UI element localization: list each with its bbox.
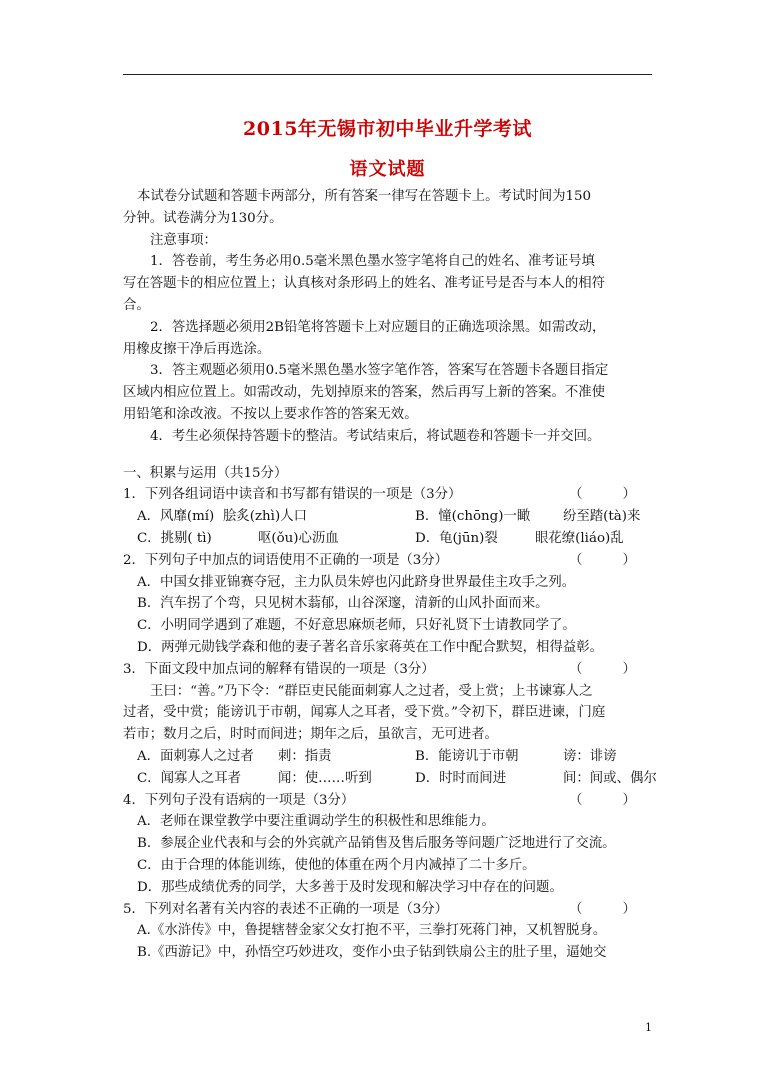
page-number: 1	[645, 1021, 652, 1034]
question-text: 2．下列句子中加点的词语使用不正确的一项是（3分）	[123, 552, 449, 568]
question-3-stem	[123, 659, 655, 681]
notice-1-line: 1．答卷前，考生务必用0.5毫米黑色墨水签字笔将自己的姓名、准考证号填	[150, 254, 595, 270]
option-c-gloss: 闻：使……听到	[278, 770, 372, 786]
question-5-stem	[123, 899, 655, 921]
notice-4-line: 4．考生必须保持答题卡的整洁。考试结束后，将试题卷和答题卡一并交回。	[150, 428, 601, 444]
option-c-word: 呕(ǒu)心沥血	[258, 530, 339, 546]
answer-blank: （ ）	[569, 661, 636, 677]
exam-subtitle: 语文试题	[349, 159, 426, 180]
question-1-stem	[123, 484, 655, 506]
question-1-options-row	[123, 528, 655, 550]
option-b-word: 纷至踏(tà)来	[563, 509, 641, 525]
notice-1-line: 合。	[123, 297, 150, 313]
passage-line: 王曰：“善。”乃下令：“群臣吏民能面刺寡人之过者，受上赏；上书谏寡人之	[150, 683, 593, 699]
option-b: B．能谤讥于市朝	[415, 748, 519, 764]
notice-3-line: 区域内相应位置上。如需改动，先划掉原来的答案，然后再写上新的答案。不准使	[123, 385, 606, 401]
document-body	[123, 186, 655, 964]
option-c: C．闻寡人之耳者	[137, 770, 241, 786]
option-a: A．中国女排亚锦赛夺冠，主力队员朱婷也闪此跻身世界最佳主攻手之列。	[137, 574, 576, 590]
notice-1-line: 写在答题卡的相应位置上；认真核对条形码上的姓名、准考证号是否与本人的相符	[123, 276, 606, 292]
option-a: A．老师在课堂教学中要注重调动学生的积极性和思维能力。	[137, 814, 495, 830]
option-b-gloss: 谤：诽谤	[563, 748, 617, 764]
question-2-stem	[123, 550, 655, 572]
intro-line: 分钟。试卷满分为130分。	[123, 210, 283, 226]
answer-blank: （ ）	[569, 901, 636, 917]
option-a: A．风靡(mí)	[137, 509, 215, 525]
exam-title: 2015年无锡市初中毕业升学考试	[243, 118, 532, 140]
question-text: 5．下列对名著有关内容的表述不正确的一项是（3分）	[123, 901, 449, 917]
option-d-word: 眼花缭(liáo)乱	[535, 530, 624, 546]
notice-heading: 注意事项：	[150, 232, 217, 248]
option-d: D．那些成绩优秀的同学，大多善于及时发现和解决学习中存在的问题。	[137, 879, 563, 895]
answer-blank: （ ）	[569, 792, 636, 808]
option-c: C．挑剔( tì)	[137, 530, 212, 546]
notice-2-line: 用橡皮擦干净后再选涂。	[123, 341, 271, 357]
passage-line: 过者，受中赏；能谤讥于市朝，闻寡人之耳者，受下赏。”令初下，群臣进谏，门庭	[123, 705, 606, 721]
section-heading: 一、积累与运用（共15分）	[123, 465, 288, 481]
answer-blank: （ ）	[569, 552, 636, 568]
notice-2-line: 2．答选择题必须用2B铅笔将答题卡上对应题目的正确选项涂黑。如需改动，	[150, 319, 606, 335]
option-c: C．由于合理的体能训练，使他的体重在两个月内减掉了二十多斤。	[137, 857, 536, 873]
option-b: B.《西游记》中，孙悟空巧妙进攻，变作小虫子钻到铁扇公主的肚子里，逼她交	[137, 945, 607, 961]
question-3-options-row	[123, 746, 655, 768]
option-b: B．参展企业代表和与会的外宾就产品销售及售后服务等问题广泛地进行了交流。	[137, 836, 616, 852]
intro-line: 本试卷分试题和答题卡两部分，所有答案一律写在答题卡上。考试时间为150	[137, 189, 592, 204]
question-text: 1．下列各组词语中读音和书写都有错误的一项是（3分）	[123, 487, 462, 503]
notice-3-line: 用铅笔和涂改液。不按以上要求作答的答案无效。	[123, 406, 418, 422]
question-3-options-row	[123, 768, 655, 790]
passage-line: 若市；数月之后，时时而间进；期年之后，虽欲言，无可进者。	[123, 727, 498, 743]
option-d-gloss: 间：间或、偶尔	[563, 770, 657, 786]
notice-3-line: 3．答主观题必须用0.5毫米黑色墨水签字笔作答，答案写在答题卡各题目指定	[150, 363, 609, 379]
option-a: A．面刺寡人之过者	[137, 748, 254, 764]
question-1-options-row	[123, 506, 655, 528]
option-d: D．两弹元勋钱学森和他的妻子著名音乐家蒋英在工作中配合默契，相得益彰。	[137, 639, 604, 655]
option-d: D．龟(jūn)裂	[415, 530, 498, 546]
option-c: C．小明同学遇到了难题，不好意思麻烦老师，只好礼贤下士请教同学了。	[137, 618, 576, 634]
question-4-stem	[123, 790, 655, 812]
option-b: B．憧(chōng)一瞰	[415, 509, 531, 525]
option-b: B．汽车拐了个弯，只见树木蓊郁，山谷深邃，清新的山风扑面而来。	[137, 596, 549, 612]
question-text: 3．下面文段中加点词的解释有错误的一项是（3分）	[123, 661, 435, 677]
question-text: 4．下列句子没有语病的一项是（3分）	[123, 792, 355, 808]
header-rule	[123, 74, 652, 75]
answer-blank: （ ）	[569, 487, 636, 503]
option-a-gloss: 刺：指责	[278, 748, 332, 764]
option-a: A.《水浒传》中，鲁提辖替金家父女打抱不平，三拳打死蒋门神，又机智脱身。	[137, 923, 607, 939]
option-a-word: 脍炙(zhì)人口	[223, 509, 307, 525]
option-d: D．时时而间进	[415, 770, 507, 786]
